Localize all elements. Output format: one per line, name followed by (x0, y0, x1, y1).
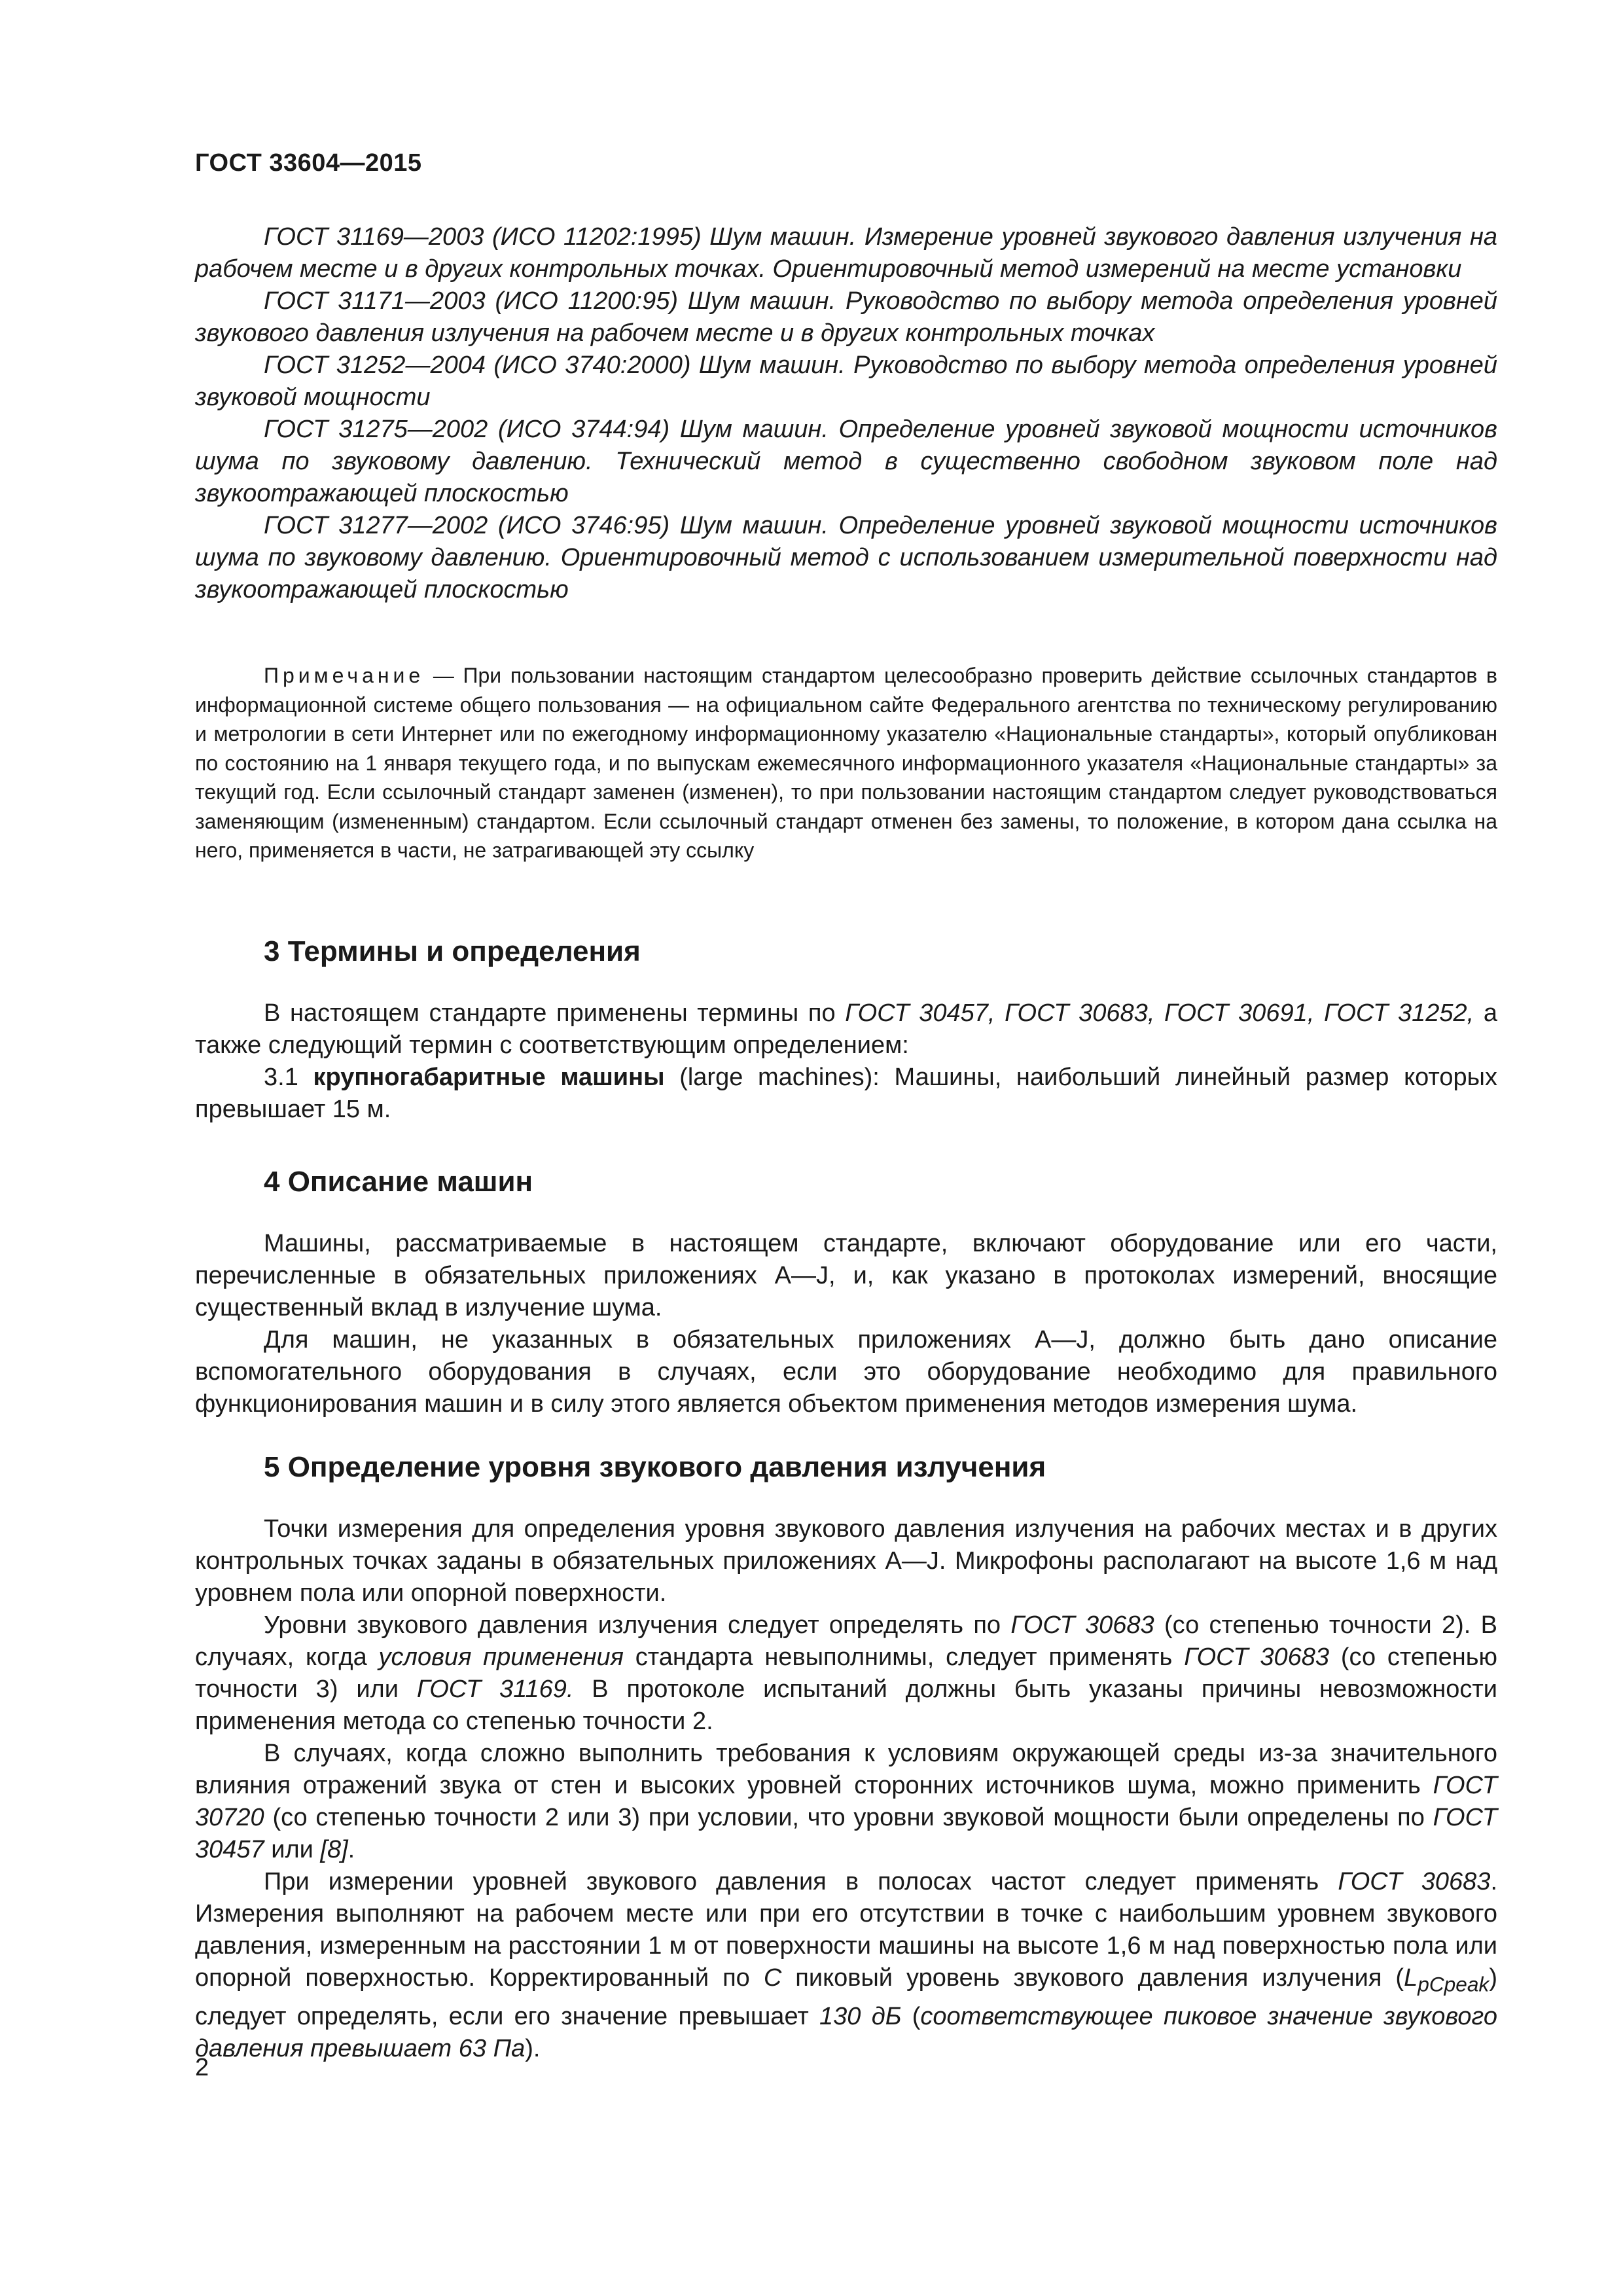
term-definition (195, 1062, 1497, 1126)
symbol-L: L (1404, 1964, 1418, 1992)
section-5-paragraph-1: Точки измерения для определения уровня звукового давления излучения на рабочих местах и в других контрольных точках заданы в обязательных приложениях А—J. Микрофоны располагают на высоте 1,6 м над уровнем пола или опорной поверхности. (195, 1515, 1497, 1607)
text-run: В случаях, когда сложно выполнить требования к условиям окружающей среды из-за значительного влияния отражений звука от стен и высоких уровней сторонних источников шума, можно применить (195, 1740, 1497, 1799)
references-list (195, 221, 1497, 606)
document-page (195, 0, 1497, 2296)
section-5 (195, 1449, 1497, 2065)
weighting-symbol: C (763, 1964, 782, 1992)
document-header: ГОСТ 33604—2015 (195, 149, 422, 177)
term-number: 3.1 (264, 1064, 313, 1091)
standard-ref: ГОСТ 31169. (416, 1676, 574, 1703)
note-block (195, 661, 1497, 865)
text-run: пиковый уровень звукового давления излучения ( (781, 1964, 1404, 1992)
text-run: . (348, 1836, 355, 1863)
section-4 (195, 1164, 1497, 1420)
text-run: а также следующий термин с соответствующим определением: (195, 999, 1497, 1059)
note-paragraph (195, 661, 1497, 865)
section-3-paragraph-1 (195, 997, 1497, 1062)
text-run: ( (901, 2002, 921, 2030)
section-5-title: 5 Определение уровня звукового давления излучения (264, 1451, 1046, 1483)
standard-ref: ГОСТ 30720 (195, 1772, 1497, 1831)
standard-ref: ГОСТ 30683 (1338, 1868, 1491, 1895)
italic-clause: соответствующее пиковое значение звукового давления превышает 63 Па (195, 2002, 1497, 2062)
standard-ref: ГОСТ 30683 (1184, 1643, 1330, 1671)
symbol-subscript: pCpeak (1418, 1972, 1489, 1996)
text-run: (со степенью точности 2 или 3) при условии, что уровни звуковой мощности были определены по (264, 1804, 1433, 1831)
text-run: Уровни звукового давления излучения следует определять по (264, 1611, 1011, 1639)
term-name: крупногабаритные машины (313, 1064, 665, 1091)
bibliography-ref: [8] (320, 1836, 348, 1863)
text-run: ). (525, 2034, 541, 2062)
text-run: В протоколе испытаний должны быть указаны причины невозможности применения метода со степенью точности 2. (195, 1676, 1497, 1735)
section-5-paragraph-3 (195, 1738, 1497, 1866)
reference-item: ГОСТ 31275—2002 (ИСО 3744:94) Шум машин. Определение уровней звуковой мощности источников шума по звуковому давлению. Технический метод в существенно свободном звуковом поле над звукоотражающей плоскостью (195, 416, 1497, 507)
reference-item: ГОСТ 31277—2002 (ИСО 3746:95) Шум машин. Определение уровней звуковой мощности источников шума по звуковому давлению. Ориентировочный метод с использованием измерительной поверхности над звукоотражающей плоскостью (195, 512, 1497, 603)
text-run: (со степенью точности 2). В случаях, когда (195, 1611, 1497, 1671)
section-3-title: 3 Термины и определения (264, 935, 641, 967)
section-5-paragraph-2 (195, 1609, 1497, 1738)
standard-refs: ГОСТ 30457, ГОСТ 30683, ГОСТ 30691, ГОСТ 31252, (845, 999, 1474, 1027)
section-4-paragraph-2: Для машин, не указанных в обязательных приложениях А—J, должно быть дано описание вспомогательного оборудования в случаях, если это оборудование необходимо для правильного функционирования машин и в силу этого является объектом применения методов измерения шума. (195, 1326, 1497, 1418)
page-number: 2 (195, 2054, 209, 2081)
term-definition-text: (large machines): Машины, наибольший линейный размер которых превышает 15 м. (195, 1064, 1497, 1123)
text-run: . Измерения выполняют на рабочем месте или при его отсутствии в точке с наибольшим уровнем звукового давления, измеренным на расстоянии 1 м от поверхности машины на высоте 1,6 м над поверхностью пола или опорной поверхностью. Корректированный по (195, 1868, 1497, 1992)
threshold-value: 130 дБ (819, 2002, 902, 2030)
italic-term: условия применения (378, 1643, 624, 1671)
text-run: (со степенью точности 3) или (195, 1643, 1498, 1703)
text-run: При измерении уровней звукового давления в полосах частот следует применять (264, 1868, 1338, 1895)
section-4-title: 4 Описание машин (264, 1166, 533, 1198)
reference-item: ГОСТ 31169—2003 (ИСО 11202:1995) Шум машин. Измерение уровней звукового давления излучения на рабочем месте и в других контрольных точках. Ориентировочный метод измерений на месте установки (195, 223, 1497, 283)
note-label: Примечание (264, 664, 425, 687)
note-text: — При пользовании настоящим стандартом целесообразно проверить действие ссылочных стандартов в информационной системе общего пользования — на официальном сайте Федерального агентства по техническому регулированию и метрологии в сети Интернет или по ежегодному информационному указателю «Национальные стандарты», который опубликован по состоянию на 1 января текущего года, и по выпускам ежемесячного информационного указателя «Национальные стандарты» за текущий год. Если ссылочный стандарт заменен (изменен), то при пользовании настоящим стандартом следует руководствоваться заменяющим (измененным) стандартом. Если ссылочный стандарт отменен без замены, то положение, в котором дана ссылка на него, применяется в части, не затрагивающей эту ссылку (195, 664, 1497, 862)
text-run: В настоящем стандарте применены термины по (264, 999, 846, 1027)
reference-item: ГОСТ 31171—2003 (ИСО 11200:95) Шум машин. Руководство по выбору метода определения уровней звукового давления излучения на рабочем месте и в других контрольных точках (195, 287, 1497, 347)
standard-ref: ГОСТ 30683 (1010, 1611, 1154, 1639)
section-4-paragraph-1: Машины, рассматриваемые в настоящем стандарте, включают оборудование или его части, перечисленные в обязательных приложениях А—J, и, как указано в протоколах измерений, вносящие существенный вклад в излучение шума. (195, 1230, 1497, 1321)
section-3 (195, 933, 1497, 1126)
section-5-paragraph-4 (195, 1866, 1497, 2065)
text-run: стандарта невыполнимы, следует применять (623, 1643, 1185, 1671)
standard-ref: ГОСТ 30457 (195, 1804, 1497, 1863)
text-run: ) следует определять, если его значение превышает (195, 1964, 1497, 2030)
text-run: или (264, 1836, 321, 1863)
reference-item: ГОСТ 31252—2004 (ИСО 3740:2000) Шум машин. Руководство по выбору метода определения уровней звуковой мощности (195, 351, 1497, 411)
